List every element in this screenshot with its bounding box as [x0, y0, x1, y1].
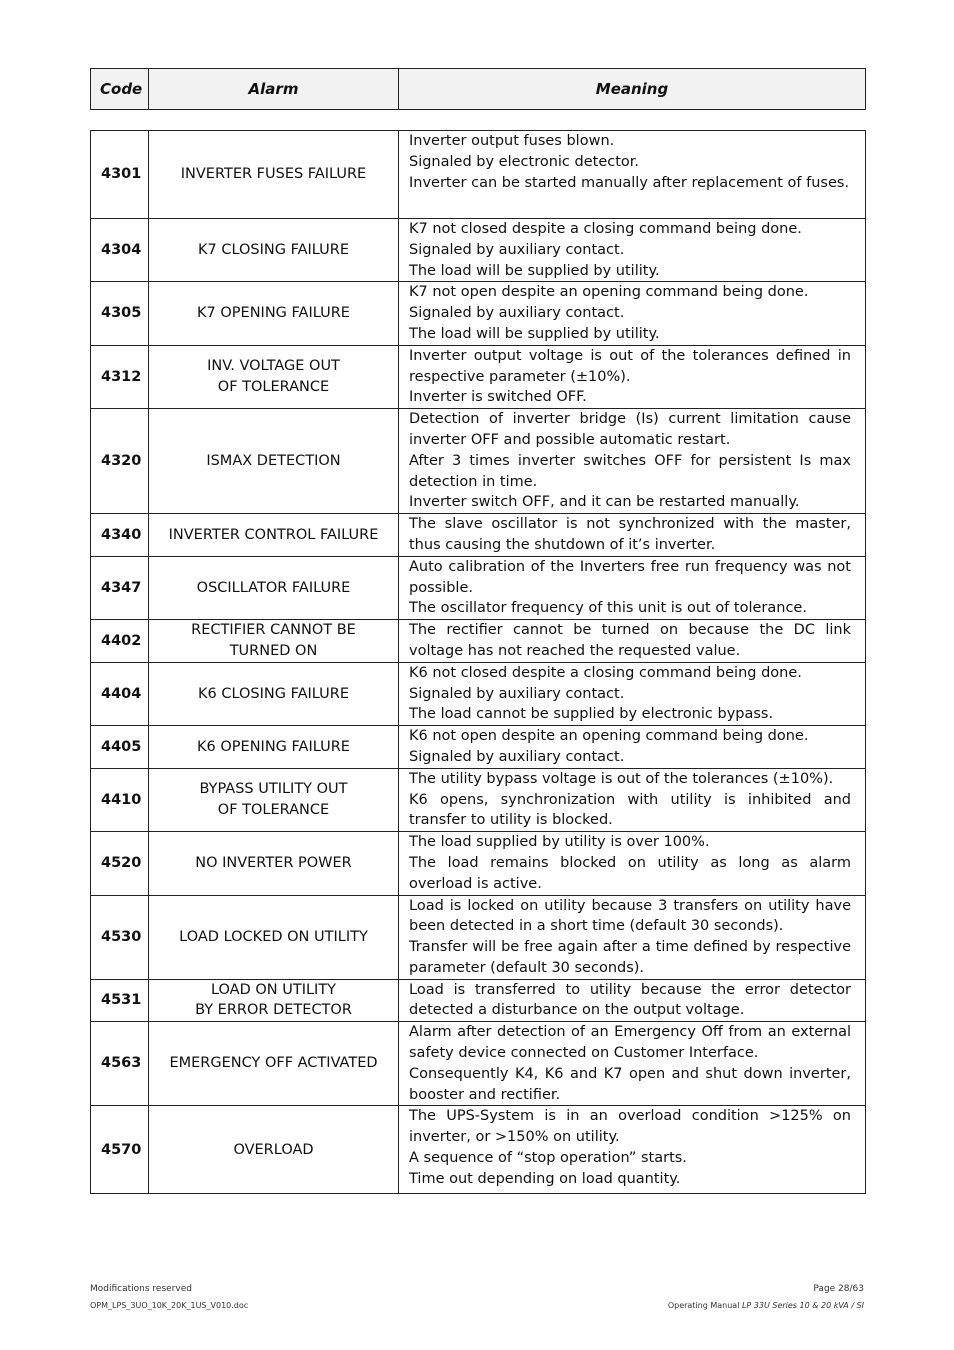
- meaning-line: Signaled by auxiliary contact.: [409, 685, 625, 702]
- meaning-line: Signaled by auxiliary contact.: [409, 305, 625, 322]
- meaning-line: Time out depending on load quantity.: [409, 1170, 681, 1187]
- meaning-line: Inverter output fuses blown.: [409, 133, 615, 149]
- alarm-code: 4340: [91, 514, 149, 557]
- table-row: [91, 768, 866, 831]
- alarm-meaning: [399, 131, 866, 219]
- alarm-code: 4404: [91, 662, 149, 725]
- alarm-table-body: [91, 131, 866, 1194]
- alarm-name: K7 CLOSING FAILURE: [149, 219, 399, 282]
- meaning-line: The utility bypass voltage is out of the tolerances (±10%).: [409, 770, 834, 787]
- table-row: [91, 131, 866, 219]
- meaning-line: Inverter is switched OFF.: [409, 389, 587, 406]
- alarm-code: 4304: [91, 219, 149, 282]
- alarm-name: OVERLOAD: [149, 1106, 399, 1194]
- alarm-code: 4312: [91, 345, 149, 408]
- meaning-line: Signaled by auxiliary contact.: [409, 748, 625, 765]
- alarm-name: K7 OPENING FAILURE: [149, 282, 399, 345]
- meaning-line: K6 opens, synchronization with utility is inhibited and transfer to utility is blocked.: [409, 791, 851, 829]
- alarm-code: 4570: [91, 1106, 149, 1194]
- alarm-name: BYPASS UTILITY OUT OF TOLERANCE: [149, 768, 399, 831]
- alarm-name: INV. VOLTAGE OUT OF TOLERANCE: [149, 345, 399, 408]
- table-row: [91, 726, 866, 769]
- meaning-line: The UPS-System is in an overload condition >125% on inverter, or >150% on utility.: [409, 1108, 851, 1146]
- footer-manual-prefix: Operating Manual: [667, 1301, 742, 1310]
- alarm-meaning: [399, 895, 866, 979]
- table-row: [91, 556, 866, 619]
- alarm-code: 4410: [91, 768, 149, 831]
- alarm-name: INVERTER FUSES FAILURE: [149, 131, 399, 219]
- meaning-line: A sequence of “stop operation” starts.: [409, 1150, 687, 1167]
- meaning-line: The load cannot be supplied by electronic bypass.: [409, 706, 774, 723]
- alarm-column-header: Alarm: [149, 69, 399, 110]
- alarm-code: 4563: [91, 1022, 149, 1106]
- alarm-code: 4520: [91, 832, 149, 895]
- alarm-code: 4405: [91, 726, 149, 769]
- alarm-meaning: [399, 832, 866, 895]
- meaning-line: Signaled by auxiliary contact.: [409, 241, 625, 258]
- table-row: [91, 345, 866, 408]
- alarm-meaning: [399, 345, 866, 408]
- footer-manual-series: LP 33U Series 10 & 20 kVA / SI: [741, 1301, 864, 1310]
- meaning-line: K7 not closed despite a closing command being done.: [409, 221, 802, 237]
- meaning-line: Inverter switch OFF, and it can be restarted manually.: [409, 494, 800, 511]
- table-row: [91, 219, 866, 282]
- alarm-meaning: [399, 514, 866, 557]
- table-row: [91, 409, 866, 514]
- code-column-header: Code: [91, 69, 149, 110]
- meaning-line: Inverter can be started manually after replacement of fuses.: [409, 174, 850, 191]
- meaning-line: The slave oscillator is not synchronized with the master, thus causing the shutdown of it’s inverter.: [409, 516, 851, 553]
- table-row: [91, 832, 866, 895]
- meaning-column-header: Meaning: [399, 69, 866, 110]
- meaning-line: K6 not open despite an opening command being done.: [409, 728, 809, 745]
- footer-manual-title: [668, 1301, 864, 1310]
- header-row: [91, 69, 866, 110]
- alarm-name: NO INVERTER POWER: [149, 832, 399, 895]
- alarm-name: LOAD LOCKED ON UTILITY: [149, 895, 399, 979]
- alarm-meaning: [399, 219, 866, 282]
- alarm-code: 4320: [91, 409, 149, 514]
- alarm-meaning: [399, 768, 866, 831]
- meaning-line: Transfer will be free again after a time defined by respective parameter (default 30 seconds).: [409, 939, 851, 976]
- meaning-line: Inverter output voltage is out of the tolerances defined in respective parameter (±10%).: [409, 347, 851, 385]
- column-header-table: [90, 68, 866, 110]
- meaning-line: The load supplied by utility is over 100%.: [409, 834, 710, 851]
- alarm-name: K6 CLOSING FAILURE: [149, 662, 399, 725]
- alarm-meaning: [399, 1022, 866, 1106]
- alarm-code: 4305: [91, 282, 149, 345]
- meaning-line: K6 not closed despite a closing command being done.: [409, 664, 802, 681]
- alarm-meaning: [399, 726, 866, 769]
- meaning-line: The oscillator frequency of this unit is out of tolerance.: [409, 600, 807, 617]
- alarm-name: ISMAX DETECTION: [149, 409, 399, 514]
- meaning-line: The rectifier cannot be turned on because the DC link voltage has not reached the requested value.: [409, 622, 851, 659]
- meaning-line: Load is locked on utility because 3 transfers on utility have been detected in a short time (default 30 seconds).: [409, 897, 851, 935]
- table-row: [91, 1022, 866, 1106]
- alarm-meaning: [399, 620, 866, 663]
- meaning-line: The load will be supplied by utility.: [409, 325, 660, 342]
- table-row: [91, 979, 866, 1022]
- alarm-code: 4402: [91, 620, 149, 663]
- alarm-name: RECTIFIER CANNOT BE TURNED ON: [149, 620, 399, 663]
- meaning-line: Signaled by electronic detector.: [409, 153, 640, 170]
- alarm-meaning: [399, 282, 866, 345]
- meaning-line: Consequently K4, K6 and K7 open and shut down inverter, booster and rectifier.: [409, 1065, 851, 1103]
- alarm-name: K6 OPENING FAILURE: [149, 726, 399, 769]
- alarm-name: EMERGENCY OFF ACTIVATED: [149, 1022, 399, 1106]
- table-row: [91, 662, 866, 725]
- alarm-table: [90, 130, 866, 1194]
- meaning-line: Auto calibration of the Inverters free run frequency was not possible.: [409, 558, 851, 596]
- meaning-line: Load is transferred to utility because the error detector detected a disturbance on the output voltage.: [409, 981, 851, 1019]
- alarm-meaning: [399, 409, 866, 514]
- alarm-name: LOAD ON UTILITY BY ERROR DETECTOR: [149, 979, 399, 1022]
- table-row: [91, 282, 866, 345]
- meaning-line: K7 not open despite an opening command being done.: [409, 284, 809, 301]
- meaning-line: Detection of inverter bridge (Is) current limitation cause inverter OFF and possible automatic restart.: [409, 411, 851, 448]
- alarm-meaning: [399, 979, 866, 1022]
- table-row: [91, 620, 866, 663]
- meaning-line: After 3 times inverter switches OFF for persistent Is max detection in time.: [409, 452, 851, 490]
- alarm-code: 4531: [91, 979, 149, 1022]
- table-row: [91, 514, 866, 557]
- alarm-code: 4530: [91, 895, 149, 979]
- meaning-line: The load remains blocked on utility as long as alarm overload is active.: [409, 854, 851, 892]
- alarm-name: INVERTER CONTROL FAILURE: [149, 514, 399, 557]
- meaning-line: Alarm after detection of an Emergency Off from an external safety device connected on Customer Interface.: [409, 1024, 851, 1062]
- alarm-meaning: [399, 1106, 866, 1194]
- table-row: [91, 895, 866, 979]
- table-row: [91, 1106, 866, 1194]
- footer-modifications: Modifications reserved: [90, 1284, 192, 1294]
- alarm-name: OSCILLATOR FAILURE: [149, 556, 399, 619]
- alarm-code: 4301: [91, 131, 149, 219]
- alarm-meaning: [399, 556, 866, 619]
- footer-doc-name: OPM_LPS_3UO_10K_20K_1US_V010.doc: [90, 1301, 249, 1310]
- footer-page-number: Page 28/63: [813, 1284, 864, 1294]
- alarm-code: 4347: [91, 556, 149, 619]
- meaning-line: The load will be supplied by utility.: [409, 262, 660, 279]
- alarm-meaning: [399, 662, 866, 725]
